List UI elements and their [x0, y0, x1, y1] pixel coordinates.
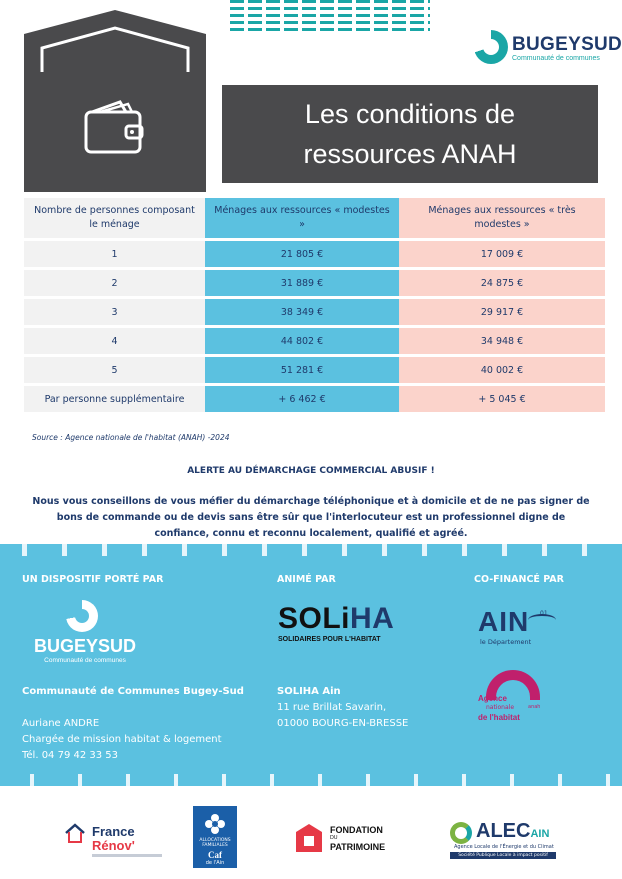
logo-name: BUGEYSUD: [512, 34, 622, 55]
anah-line-2: nationale: [486, 704, 515, 711]
cell-modestes: + 6 462 €: [205, 386, 399, 412]
title-line-1: Les conditions de: [304, 99, 516, 129]
contact-address-2: 01000 BOURG-EN-BRESSE: [277, 718, 409, 729]
cell-modestes: 21 805 €: [205, 241, 399, 267]
cell-tres-modestes: 34 948 €: [399, 328, 605, 354]
fondation-patrimoine-logo: [296, 822, 396, 856]
alec-name: ALEC: [476, 820, 531, 842]
bugeysud-logo-white: [30, 600, 140, 668]
decorative-pattern: [230, 0, 430, 36]
contact-phone: Tél. 04 79 42 33 53: [22, 750, 119, 761]
alert-title: ALERTE AU DÉMARCHAGE COMMERCIAL ABUSIF !: [187, 466, 435, 476]
source-note: Source : Agence nationale de l'habitat (ANAH) -2024: [32, 433, 230, 442]
contact-soliha: [277, 684, 408, 732]
title-line-2: ressources ANAH: [303, 139, 517, 169]
soliha-tagline: SOLIDAIRES POUR L'HABITAT: [278, 636, 381, 643]
caf-line-1: ALLOCATIONS FAMILIALES: [199, 838, 231, 848]
contact-name: Auriane ANDRE: [22, 718, 100, 729]
france-renov-logo: [64, 820, 156, 858]
alec-tagline: Société Publique Locale à impact positif: [450, 852, 556, 859]
table-row: [24, 357, 605, 383]
page-title: [222, 85, 598, 183]
flower-icon: [203, 812, 227, 836]
ain-sub: le Département: [480, 638, 532, 646]
bugeysud-logo: [474, 30, 622, 66]
heading-cofinance-par: CO-FINANCÉ PAR: [474, 574, 564, 585]
cell-modestes: 51 281 €: [205, 357, 399, 383]
alert-text: Nous vous conseillons de vous méfier du démarchage téléphonique et à domicile et de ne pas signer de bons de commande ou de devis sans être sûr que l'interlocuteur est un professionnel digne de confiance, connu et reconnu localement, qualifié et agréé.: [32, 496, 590, 539]
cell-tres-modestes: 17 009 €: [399, 241, 605, 267]
table-row: [24, 386, 605, 412]
logo-name: BUGEYSUD: [33, 636, 136, 656]
header-tres-modestes: Ménages aux ressources « très modestes »: [399, 198, 605, 238]
france-renov-2: Rénov': [92, 838, 135, 853]
cell-modestes: 38 349 €: [205, 299, 399, 325]
cell-household: Par personne supplémentaire: [24, 386, 205, 412]
resources-table: [24, 195, 605, 415]
heading-anime-par: ANIMÉ PAR: [277, 574, 336, 585]
caf-logo: [193, 806, 237, 868]
cell-household: 2: [24, 270, 205, 296]
swirl-icon: [66, 600, 98, 632]
header-modestes: Ménages aux ressources « modestes »: [205, 198, 399, 238]
anah-logo: [478, 670, 550, 726]
anah-line-1: Agence: [478, 694, 507, 703]
logo-subtitle: Communauté de communes: [44, 657, 126, 664]
cell-tres-modestes: + 5 045 €: [399, 386, 605, 412]
cell-household: 3: [24, 299, 205, 325]
logo-subtitle: Communauté de communes: [512, 55, 600, 62]
alec-subtitle: Agence Locale de l'Énergie et du Climat: [454, 844, 554, 850]
cell-tres-modestes: 40 002 €: [399, 357, 605, 383]
fdp-line-1: FONDATION: [330, 825, 383, 835]
alec-ain-logo: [450, 820, 562, 862]
contact-org: Communauté de Communes Bugey-Sud: [22, 686, 244, 697]
cell-tres-modestes: 24 875 €: [399, 270, 605, 296]
cell-modestes: 44 802 €: [205, 328, 399, 354]
cell-household: 4: [24, 328, 205, 354]
soliha-logo: [278, 604, 394, 643]
swirl-icon: [474, 30, 508, 64]
soliha-text-b: HA: [350, 602, 395, 635]
heading-porte-par: UN DISPOSITIF PORTÉ PAR: [22, 574, 164, 585]
contact-address-1: 11 rue Brillat Savarin,: [277, 702, 387, 713]
anah-line-3: de l'habitat: [478, 713, 520, 722]
fdp-line-2: DU: [330, 835, 338, 841]
ain-sup: 01: [540, 610, 548, 617]
contact-bugeysud: [22, 684, 244, 764]
wallet-icon: [82, 100, 146, 156]
table-row: [24, 299, 605, 325]
alec-ain: AIN: [530, 828, 550, 840]
fdp-line-3: PATRIMOINE: [330, 842, 386, 852]
table-header-row: [24, 198, 605, 238]
table-row: [24, 328, 605, 354]
header-household-size: Nombre de personnes composant le ménage: [24, 198, 205, 238]
contact-org: SOLIHA Ain: [277, 686, 341, 697]
cell-tres-modestes: 29 917 €: [399, 299, 605, 325]
caf-line-3: de l'Ain: [205, 860, 225, 866]
fdp-mark-icon: [296, 824, 322, 852]
ain-departement-logo: [478, 606, 568, 652]
table-row: [24, 270, 605, 296]
anah-small: anah: [528, 704, 541, 710]
house-icon: [64, 822, 86, 844]
ring-icon: [450, 822, 472, 844]
soliha-text-a: SOLi: [278, 602, 351, 635]
france-renov-1: France: [92, 824, 135, 839]
table-row: [24, 241, 605, 267]
cell-household: 1: [24, 241, 205, 267]
ain-name: AIN: [478, 606, 530, 637]
cell-modestes: 31 889 €: [205, 270, 399, 296]
contact-role: Chargée de mission habitat & logement: [22, 734, 222, 745]
cell-household: 5: [24, 357, 205, 383]
caf-line-2: Caf: [208, 850, 222, 860]
